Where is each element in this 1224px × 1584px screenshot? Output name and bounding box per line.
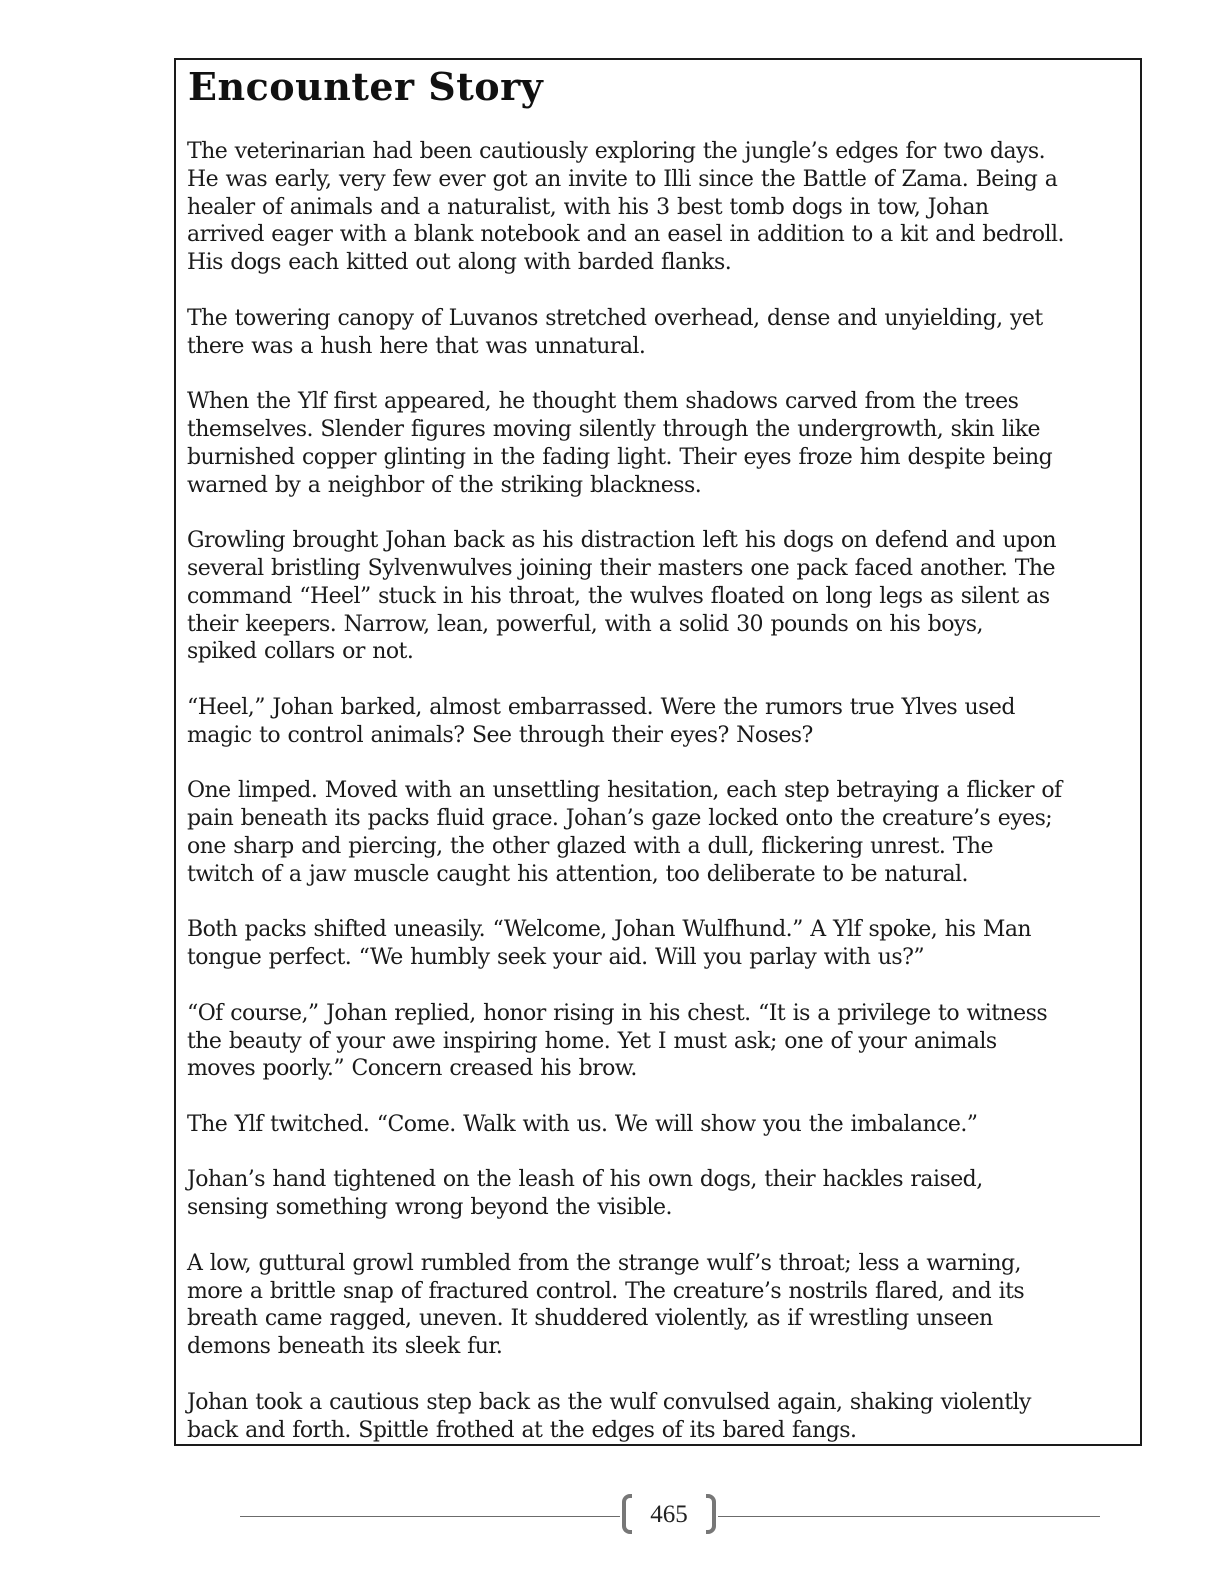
story-line: Both packs shifted uneasily. “Welcome, Johan Wulfhund.” A Ylf spoke, his Man xyxy=(187,917,1032,943)
story-line: Johan took a cautious step back as the wulf convulsed again, shaking violently xyxy=(187,1389,1031,1415)
story-line: tongue perfect. “We humbly seek your aid. Will you parlay with us?” xyxy=(187,945,925,971)
story-line: pain beneath its packs fluid grace. Johan’s gaze locked onto the creature’s eyes; xyxy=(187,806,1053,832)
story-line: arrived eager with a blank notebook and an easel in addition to a kit and bedroll. xyxy=(187,222,1064,248)
story-line: He was early, very few ever got an invite to Illi since the Battle of Zama. Being a xyxy=(187,166,1058,192)
footer-rule-left xyxy=(240,1516,620,1517)
story-line: burnished copper glinting in the fading light. Their eyes froze him despite being xyxy=(187,444,1053,470)
story-line: “Heel,” Johan barked, almost embarrassed. Were the rumors true Ylves used xyxy=(187,694,1015,720)
story-line: His dogs each kitted out along with barded flanks. xyxy=(187,250,732,276)
story-line: When the Ylf first appeared, he thought them shadows carved from the trees xyxy=(187,389,1019,415)
right-brace-icon xyxy=(706,1494,716,1534)
story-line: there was a hush here that was unnatural. xyxy=(187,333,646,359)
story-line: command “Heel” stuck in his throat, the wulves floated on long legs as silent as xyxy=(187,583,1050,609)
story-line: one sharp and piercing, the other glazed with a dull, flickering unrest. The xyxy=(187,833,993,859)
story-line: their keepers. Narrow, lean, powerful, with a solid 30 pounds on his boys, xyxy=(187,611,983,637)
page-number: 465 xyxy=(650,1501,688,1528)
story-paragraph xyxy=(187,527,1137,666)
story-line: themselves. Slender figures moving silently through the undergrowth, skin like xyxy=(187,416,1040,442)
story-line: moves poorly.” Concern creased his brow. xyxy=(187,1056,637,1082)
story-line: spiked collars or not. xyxy=(187,639,414,665)
story-line: twitch of a jaw muscle caught his attention, too deliberate to be natural. xyxy=(187,861,968,887)
story-line: A low, guttural growl rumbled from the strange wulf’s throat; less a warning, xyxy=(187,1250,1021,1276)
story-body xyxy=(187,138,1137,1446)
story-line: back and forth. Spittle frothed at the edges of its bared fangs. xyxy=(187,1417,857,1443)
story-line: breath came ragged, uneven. It shuddered violently, as if wrestling unseen xyxy=(187,1306,993,1332)
story-line: The veterinarian had been cautiously exploring the jungle’s edges for two days. xyxy=(187,139,1046,164)
footer-rule-right xyxy=(718,1516,1100,1517)
story-line: warned by a neighbor of the striking blackness. xyxy=(187,472,702,498)
story-line: healer of animals and a naturalist, with his 3 best tomb dogs in tow, Johan xyxy=(187,194,989,220)
story-paragraph xyxy=(187,916,1137,972)
story-line: sensing something wrong beyond the visible. xyxy=(187,1195,672,1221)
story-frame xyxy=(174,58,1142,1446)
page-footer xyxy=(240,1494,1100,1538)
story-line: “Of course,” Johan replied, honor rising in his chest. “It is a privilege to witness xyxy=(187,1000,1048,1026)
story-paragraph xyxy=(187,1111,1137,1139)
story-line: One limped. Moved with an unsettling hesitation, each step betraying a flicker of xyxy=(187,778,1062,804)
story-paragraph xyxy=(187,777,1137,888)
story-paragraph xyxy=(187,1250,1137,1361)
story-line: magic to control animals? See through their eyes? Noses? xyxy=(187,722,813,748)
story-paragraph xyxy=(187,1166,1137,1222)
story-paragraph xyxy=(187,305,1137,361)
story-line: more a brittle snap of fractured control. The creature’s nostrils flared, and its xyxy=(187,1278,1025,1304)
section-title: Encounter Story xyxy=(188,64,544,109)
story-line: demons beneath its sleek fur. xyxy=(187,1334,503,1360)
story-paragraph xyxy=(187,1389,1137,1445)
story-paragraph xyxy=(187,694,1137,750)
story-line: the beauty of your awe inspiring home. Yet I must ask; one of your animals xyxy=(187,1028,997,1054)
story-paragraph xyxy=(187,1000,1137,1083)
story-line: The towering canopy of Luvanos stretched overhead, dense and unyielding, yet xyxy=(187,305,1043,331)
story-line: Johan’s hand tightened on the leash of his own dogs, their hackles raised, xyxy=(187,1167,983,1193)
story-paragraph xyxy=(187,388,1137,499)
story-line: Growling brought Johan back as his distraction left his dogs on defend and upon xyxy=(187,528,1057,554)
story-line: several bristling Sylvenwulves joining their masters one pack faced another. The xyxy=(187,555,1055,581)
left-brace-icon xyxy=(622,1494,632,1534)
story-paragraph xyxy=(187,138,1137,277)
story-line: The Ylf twitched. “Come. Walk with us. We will show you the imbalance.” xyxy=(187,1111,978,1137)
